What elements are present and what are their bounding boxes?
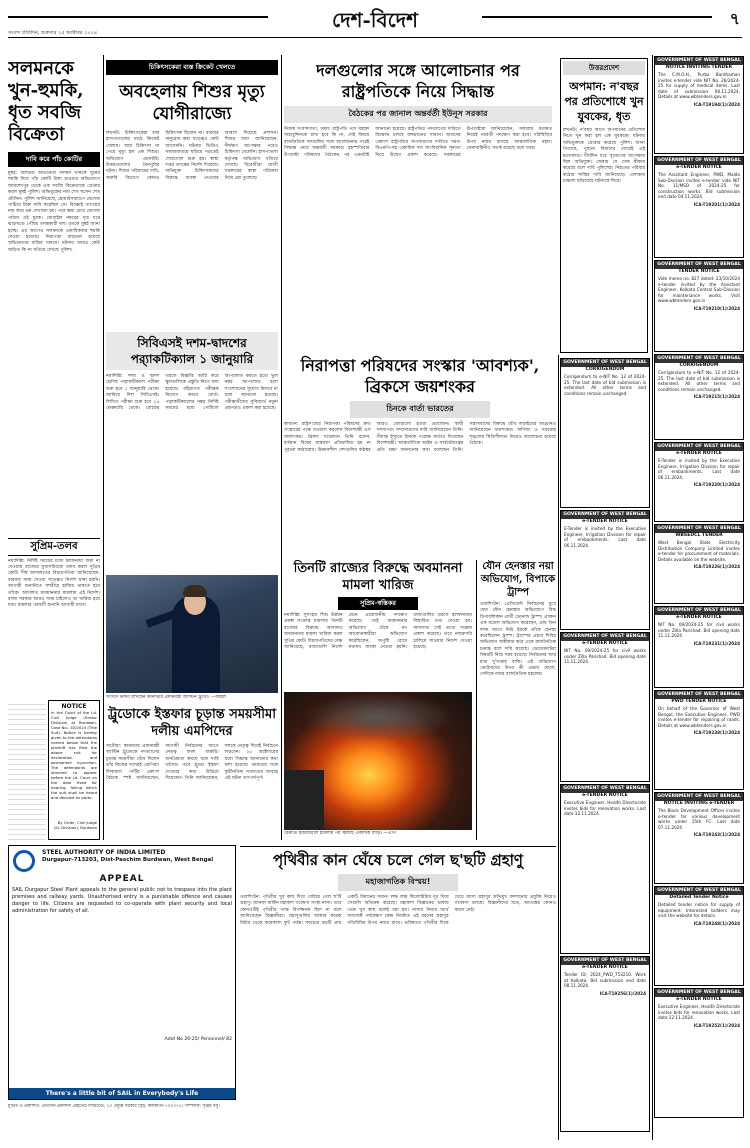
sail-ad	[8, 845, 236, 1100]
notice-5	[654, 442, 744, 522]
notice-11-body: Executive Engineer, Health Directorate invites bids for renovation works. Last date 12.11.2024.	[658, 1004, 740, 1021]
notice-4	[654, 354, 744, 440]
notice-mid-4-title: e-TENDER NOTICE	[582, 793, 628, 798]
asteroid-body: ওয়াশিংটন: পৃথিবীর খুব কাছ দিয়ে বেরিয়ে গেল ছ'টি গ্রহাণু। জানাল মার্কিন মহাকাশ গবেষণা সংস্থা নাসা। তবে কোনওটিই পৃথিবীর পক্ষে বিপজ্জনক ছিল না বলে জানিয়েছেন বিজ্ঞানীরা। গ্রহাণুগুলির আকার কয়েক মিটার থেকে কয়েকশো ফুট পর্যন্ত। সবচেয়ে বড়টি প্রায় একটি বিমানের সমান। লক্ষ লক্ষ কিলোমিটার দূর দিয়ে সেগুলি অতিক্রম করেছে। মহাকাশ বিজ্ঞানের ভাষায় একে খুব কাছ বলেই ধরা হয়। নাসার নিয়ার আর্থ অবজেক্ট পর্যবেক্ষণ কেন্দ্র নিয়মিত এই ধরনের গ্রহাণুর গতিবিধির উপর নজর রাখে। ভবিষ্যতে পৃথিবীর দিকে ধেয়ে আসা গ্রহাণুর অভিমুখ বদলানোর প্রযুক্তি নিয়েও গবেষণা চলছে। বিজ্ঞানীদের মতে, আতঙ্কের কোনও কারণ নেই।	[240, 895, 556, 926]
security-body: কাজান: রাষ্ট্রসংঘের নিরাপত্তা পরিষদের দ্রুত সংস্কারের পক্ষে সওয়াল করলেন বিদেশমন্ত্রী এস জয়শংকর। ব্রিকস সম্মেলনে তিনি বলেন, বর্তমান বিশ্বের বাস্তবতা প্রতিফলিত হয় না পুরনো কাঠামোয়। উন্নয়নশীল দেশগুলির কণ্ঠস্বর আরও জোরালো হওয়া প্রয়োজন। স্থায়ী সদস্যপদে সম্প্রসারণের দাবি জানিয়েছেন তিনি। সীমান্ত ইস্যুতে চিনকে পরোক্ষ বার্তাও দিয়েছেন বিদেশমন্ত্রী। আন্তর্জাতিক আইন ও সার্বভৌমত্বের প্রতি শ্রদ্ধা জানানোর কথা বলেছেন তিনি। সন্ত্রাসবাদের বিরুদ্ধে যৌথ লড়াইয়ের আহ্বানও জানিয়েছেন জয়শংকর। বাণিজ্য ও সরবরাহ শৃঙ্খলের স্থিতিশীলতা নিয়েও আলোচনা হয়েছে বৈঠকে।	[284, 422, 556, 453]
notice-mid-3-body: NIT No. 09/2024-25 for civil works under Zilla Parishad. Bid opening date 11.11.2024.	[564, 648, 646, 665]
masthead-title: দেশ-বিদেশ	[332, 8, 418, 32]
notice-mid-3-title: e-TENDER NOTICE	[582, 641, 628, 646]
notice-3-head: GOVERNMENT OF WEST BENGAL	[655, 261, 743, 269]
notice-1	[654, 56, 744, 154]
notice-11-title: e-TENDER NOTICE	[676, 997, 722, 1002]
notice-2-title: e-TENDER NOTICE	[676, 165, 722, 170]
page-number: ৭	[729, 9, 740, 28]
notice-1-body: The C.M.O.H., Purba Bardhaman invites e-tender vide NIT No. 26/2024-25 for supply of medical items. Last date of submission 08.11.2024. Details at www.wbtenders.gov.in	[658, 72, 740, 100]
notice-9-title: NOTICE INVITING e-TENDER	[663, 801, 735, 806]
notice-2-body: The Assistant Engineer, PWD, Malda Sub-Division invites e-tender vide NIT No. 11/MSD of 2024-25 for construction works. Bid submission end date 04.11.2024.	[658, 172, 740, 200]
cricket-story	[106, 60, 278, 330]
trudeau-hair	[183, 585, 207, 597]
notice-2-head: GOVERNMENT OF WEST BENGAL	[655, 157, 743, 165]
notice-7-title: e-TENDER NOTICE	[676, 615, 722, 620]
notice-7	[654, 606, 744, 688]
notice-2-ref: ICA-T19201(1)/2024	[693, 201, 740, 207]
notice-mid-1-title: CORRIGENDUM	[585, 367, 625, 372]
notice-8-head: GOVERNMENT OF WEST BENGAL	[655, 691, 743, 699]
court-notice	[48, 700, 100, 840]
salman-headline: সলমনকে খুন-হুমকি, ধৃত সবজি বিক্রেতা	[8, 58, 84, 145]
cbse-body: নয়াদিল্লি: দশম ও দ্বাদশ শ্রেণির প্র‍্যাকটিক্যাল পরীক্ষা শুরু হবে ১ জানুয়ারি থেকে। জানিয়ে দিল সিবিএসই। লিখিত পরীক্ষা শুরু হবে ১৫ ফেব্রুয়ারি থেকে। বোর্ডের তরফে বিজ্ঞপ্তি জারি করে স্কুলগুলিকে প্রস্তুতি নিতে বলা হয়েছে। বহিরাগত পরীক্ষক নিয়োগ করবে বোর্ড। প্র‍্যাকটিক্যালের নম্বর নির্দিষ্ট সময়ের মধ্যে পোর্টালে আপলোড করতে হবে। ভুল নম্বর আপলোড হলে সংশোধনের সুযোগ মিলবে না বলে জানানো হয়েছে। পরীক্ষার্থীদের সুবিধার্থে নমুনা প্রশ্নপত্রও প্রকাশ করা হয়েছে।	[106, 374, 278, 412]
notice-11-ref: ICA-T19252(1)/2024	[693, 1022, 740, 1028]
bangla-headline: দলগুলোর সঙ্গে আলোচনার পর রাষ্ট্রপতিকে নিয়ে সিদ্ধান্ত	[316, 61, 520, 101]
notice-mid-5-body: Tender ID: 2024_PWD_753210. Work at Kolkata. Bid submission end date 08.11.2024.	[564, 972, 646, 989]
notice-9	[654, 792, 744, 884]
masthead-divider	[8, 37, 742, 38]
notice-6-body: West Bengal State Electricity Distribution Company Limited invites e-tender for procurement of materials. Details available on the website.	[658, 540, 740, 562]
notice-10-body: Detailed tender notice for supply of equipment. Interested bidders may visit the website for details.	[658, 902, 740, 919]
up-tag: উত্তরপ্রদেশ	[563, 61, 645, 75]
notice-10-head: GOVERNMENT OF WEST BENGAL	[655, 887, 743, 895]
notice-mid-2-title: e-TENDER NOTICE	[582, 519, 628, 524]
trudeau-caption: সংসদে ভাষণ রাখছেন কানাডার প্রধানমন্ত্রী জাস্টিন ট্রুডো। —ফাইল	[106, 695, 227, 700]
supreme-story	[8, 538, 100, 698]
notice-mid-4	[560, 784, 650, 954]
notice-7-head: GOVERNMENT OF WEST BENGAL	[655, 607, 743, 615]
sail-adno: Advt No 26-25/ Personnel/ 82	[164, 1037, 232, 1042]
notice-11	[654, 988, 744, 1118]
notice-6-title: WBSEDCL TENDER	[675, 533, 723, 538]
up-body: লখনউ: ন'বছর আগে অপমানের প্রতিশোধ নিতে খুন করা হল এক যুবককে। ঘটনায় অভিযুক্তকে গ্রেপ্তার করেছে পুলিশ। জানা গিয়েছে, পুরনো বিবাদের জেরেই এই হত্যাকাণ্ড। দীর্ঘদিন ধরে সুযোগের অপেক্ষায় ছিল অভিযুক্ত। জেরায় সে দোষ স্বীকার করেছে বলে দাবি পুলিশের। নিহতের পরিবার কঠোর শাস্তির দাবি জানিয়েছে। এলাকায় চাঞ্চল্য ছড়িয়েছে ঘটনাকে ঘিরে।	[563, 128, 645, 185]
court-notice-body: In the Court of the Ld. Civil Judge (Senior Division) at Burdwan. Case No.: 45/2024 (Title Suit). Notice is hereby given to the defendants named below that the plaintiff has filed the above suit for declaration and permanent injunction. The defendants are directed to appear before the Ld. Court on the date fixed for hearing, failing which the suit shall be heard and decided ex parte.	[51, 710, 97, 800]
three-states-tag: সুপ্রিম-স্বস্তিকর	[338, 597, 418, 610]
notice-3	[654, 260, 744, 352]
notice-5-title: e-TENDER NOTICE	[676, 451, 722, 456]
bangla-subhead: বৈঠকের পর জানাল অন্তর্বর্তী ইউনূস সরকার	[284, 106, 552, 123]
salman-story	[8, 58, 100, 538]
notice-6-ref: ICA-T19226(1)/2024	[693, 564, 740, 570]
beirut-photo	[284, 692, 472, 830]
notice-4-head: GOVERNMENT OF WEST BENGAL	[655, 355, 743, 363]
court-notice-footer: By Order, Civil Judge (Sr. Division), Burdwan	[53, 820, 97, 830]
notice-7-ref: ICA-T19231(1)/2024	[693, 640, 740, 646]
cricket-body: লখনউ: চিকিৎসকেরা ব্যস্ত হাসপাতালের মাঠে ক্রিকেট খেলায়। আর চিকিৎসা না পেয়ে মৃত্যু হল এক শিশুর। অভিযোগ এমনটাই। উত্তরপ্রদেশের মৈনপুরির ঘটনা। শিশুর পরিবারের দাবি, জরুরি বিভাগে কোনও চিকিৎসক ছিলেন না। বারবার অনুরোধ করা সত্ত্বেও কেউ আসেননি। ঘটনার ভিডিও সমাজমাধ্যমে ছড়িয়ে পড়তেই শোরগোল শুরু হয়। স্বাস্থ্য দপ্তর তদন্তের নির্দেশ দিয়েছে। অভিযুক্ত চিকিৎসকদের বিরুদ্ধে ব্যবস্থা নেওয়ার আশ্বাস দিয়েছে প্রশাসন। শিশুর বাবা জানিয়েছেন, দীর্ঘক্ষণ অপেক্ষার পরেও চিকিৎসা মেলেনি। হাসপাতাল কর্তৃপক্ষ অভিযোগ খতিয়ে দেখছে। বিরোধীরা যোগী সরকারের স্বাস্থ্য পরিষেবা নিয়ে প্রশ্ন তুলেছে।	[106, 131, 278, 181]
notice-6-head: GOVERNMENT OF WEST BENGAL	[655, 525, 743, 533]
sail-unit: Durgapur-713203, Dist-Paschim Burdwan, West Bengal	[42, 857, 214, 863]
notice-10-ref: ICA-T19248(1)/2024	[693, 920, 740, 926]
notice-8-body: On behalf of the Governor of West Bengal, the Executive Engineer, PWD invites e-tender for repairing of roads. Details at www.wbtenders.gov.in	[658, 706, 740, 728]
notice-10-title: Detailed Tender Notice	[669, 895, 729, 900]
notice-mid-4-body: Executive Engineer, Health Directorate invites bids for renovation works. Last date 12.11.2024.	[564, 800, 646, 817]
cricket-kicker: চিকিৎসকেরা ব্যস্ত ক্রিকেট খেলতে	[106, 60, 278, 75]
security-subhead: চিনকে বার্তা ভারতের	[350, 401, 490, 418]
notice-4-title: CORRIGENDUM	[679, 363, 719, 368]
notice-4-body: Corrigendum to e-NIT No. 12 of 2024-25. The last date of bid submission is extended. All other terms and conditions remain unchanged.	[658, 370, 740, 392]
supreme-body: নয়াদিল্লি: নির্দিষ্ট সময়ের মধ্যে হলফনামা জমা না দেওয়ায় রাজ্যের মুখ্যসচিবকে তলব করল সুপ্রিম কোর্ট। শীর্ষ আদালতের বিচারপতিরা জানিয়েছেন, বারবার সময় দেওয়া সত্ত্বেও নির্দেশ মানা হয়নি। আগামী শুনানিতে সশরীরে হাজির থাকতে হবে তাঁকে। আদালত অবমাননার মামলায় এই নির্দেশ। রাজ্য সরকার আরও সময় চাইলেও তা খারিজ হয়ে যায়। মামলার পরবর্তী শুনানি আগামী মাসে।	[8, 558, 100, 609]
asteroid-subhead: মহাজাগতিক বিস্ময়!	[338, 874, 458, 891]
three-states-headline: তিনটি রাজ্যের বিরুদ্ধে অবমাননা মামলা খারিজ	[293, 561, 463, 593]
asteroid-headline: পৃথিবীর কান ঘেঁষে চলে গেল ছ'ছটি গ্রহাণু	[272, 851, 524, 869]
notice-1-title: NOTICE INVITING TENDER	[665, 65, 733, 70]
notice-mid-2-body: E-Tender is invited by the Executive Engineer, Irrigation Division for repair of embankments. Last date 06.11.2024.	[564, 526, 646, 548]
notice-10	[654, 886, 744, 986]
beirut-building	[284, 770, 324, 830]
notice-9-ref: ICA-T19243(1)/2024	[693, 832, 740, 838]
vertical-rule-3	[652, 55, 653, 1140]
notice-7-body: NIT No. 09/2024-25 for civil works under Zilla Parishad. Bid opening date 11.11.2024.	[658, 622, 740, 639]
trump-body: ওয়াশিংটন: প্রেসিডেন্ট নির্বাচনের মুখে ফের যৌন হেনস্তার অভিযোগে বিদ্ধ রিপাবলিকান প্রার্থী ডোনাল্ড ট্রাম্প। প্রাক্তন এক মডেল অভিযোগ করেছেন, প্রায় তিন দশক আগে নিউ ইয়র্কে তাঁকে হেনস্তা করেছিলেন ট্রাম্প। ট্রাম্পের প্রচার শিবির অভিযোগ অস্বীকার করে একে রাজনৈতিক চক্রান্ত বলে দাবি করেছে। ডেমোক্র্যাটরা বিষয়টি নিয়ে সরব হয়েছে। নির্বাচনের আর মাত্র দু'সপ্তাহ বাকি। এই অভিযোগ ভোটারদের উপর কী প্রভাব ফেলে, সেদিকে নজর রাজনৈতিক মহলের।	[480, 602, 556, 678]
trump-story	[476, 560, 556, 840]
notices-column-mid	[560, 358, 650, 1138]
bottom-story-rule	[240, 846, 556, 847]
trudeau-photo	[106, 575, 278, 693]
notice-mid-3-head: GOVERNMENT OF WEST BENGAL	[561, 633, 649, 641]
notice-4-ref: ICA-T19215(1)/2024	[693, 394, 740, 400]
notice-3-ref: ICA-T19210(1)/2024	[693, 305, 740, 311]
up-story	[560, 58, 648, 353]
notices-column	[654, 56, 744, 1144]
notice-5-head: GOVERNMENT OF WEST BENGAL	[655, 443, 743, 451]
notice-mid-2-head: GOVERNMENT OF WEST BENGAL	[561, 511, 649, 519]
notice-5-body: E-Tender is invited by the Executive Engineer, Irrigation Division for repair of embankments. Last date 06.11.2024.	[658, 458, 740, 480]
notice-3-title: TENDER NOTICE	[678, 269, 720, 274]
notice-mid-4-head: GOVERNMENT OF WEST BENGAL	[561, 785, 649, 793]
cricket-headline: অবহেলায় শিশুর মৃত্যু যোগীরাজ্যে	[119, 82, 265, 124]
vertical-rule-1	[103, 55, 104, 840]
notice-1-ref: ICA-T19194(1)/2024	[693, 101, 740, 107]
security-headline: নিরাপত্তা পরিষদের সংস্কার 'আবশ্যক', ব্রিকসে জয়শংকর	[300, 356, 540, 396]
sail-appeal-label: APPEAL	[99, 874, 145, 884]
beirut-caption: বৈরুতে ইজরায়েলি হামলার পর জ্বলছে একাধিক বাড়ি। —এপি	[284, 831, 396, 836]
notice-5-ref: ICA-T19220(1)/2024	[693, 482, 740, 488]
masthead-right-rule	[482, 16, 712, 18]
supreme-headline: সুপ্রিম-তলব	[8, 538, 100, 556]
notice-11-head: GOVERNMENT OF WEST BENGAL	[655, 989, 743, 997]
notice-mid-5	[560, 956, 650, 1132]
notice-mid-1-head: GOVERNMENT OF WEST BENGAL	[561, 359, 649, 367]
vertical-rule-4	[558, 355, 559, 1140]
notice-8	[654, 690, 744, 790]
bangla-body: নিজস্ব সংবাদদাতা, ঢাকা: রাষ্ট্রপতি পদে মহম্মদ সাহাবুদ্দিনকে রাখা হবে কি না, সেই বিষয়ে রাজনৈতিক দলগুলির সঙ্গে আলোচনার পরেই সিদ্ধান্ত নেবে অন্তর্বর্তী সরকার। বৃহস্পতিবার উপদেষ্টা পরিষদের বৈঠকের পর এমনটাই জানানো হয়েছে। রাষ্ট্রপতির পদত্যাগের দাবিতে বিক্ষোভ চলছে বঙ্গভবনের সামনে। ছাত্রদের একাংশ রাষ্ট্রপতির অপসারণের দাবিতে সরব। বিএনপি-সহ একাধিক দল সাংবিধানিক শূন্যতা নিয়ে উদ্বেগ প্রকাশ করেছে। সরকারের উপদেষ্টারা জানিয়েছেন, সকলের মতামত নিয়েই পরবর্তী পদক্ষেপ করা হবে। পরিস্থিতির উপর নজর রাখছে আন্তর্জাতিক মহল। সেনাবাহিনীও সতর্ক রয়েছে বলে খবর।	[284, 127, 552, 158]
beirut-smoke	[304, 692, 454, 742]
notice-1-head: GOVERNMENT OF WEST BENGAL	[655, 57, 743, 65]
trudeau-headline: ট্রুডোকে ইস্তফার চূড়ান্ত সময়সীমা দলীয় এমপিদের	[107, 707, 276, 739]
notice-mid-3	[560, 632, 650, 782]
notice-mid-5-ref: ICA-T19256(1)/2024	[599, 990, 646, 996]
date-line: সংবাদ প্রতিদিন, শুক্রবার ২৫ অক্টোবর ২০২৪	[8, 30, 98, 36]
notice-mid-1-body: Corrigendum to e-NIT No. 12 of 2024-25. The last date of bid submission is extended. All other terms and conditions remain unchanged.	[564, 374, 646, 396]
supreme-body-continued	[8, 700, 46, 840]
masthead-left-rule	[8, 16, 268, 18]
notice-mid-5-head: GOVERNMENT OF WEST BENGAL	[561, 957, 649, 965]
notice-8-ref: ICA-T19238(1)/2024	[693, 730, 740, 736]
court-notice-title: NOTICE	[61, 703, 87, 710]
sail-body: SAIL Durgapur Steel Plant appeals to the general public not to trespass into the plant premises and railway yards. Unauthorised entry is a punishable offence and causes danger to life. Citizens are requested to co-operate with plant security and local administration for safety of all.	[12, 887, 232, 914]
sail-org: STEEL AUTHORITY OF INDIA LIMITED	[42, 849, 166, 856]
notice-mid-5-title: e-TENDER NOTICE	[582, 965, 628, 970]
asteroid-story	[240, 850, 556, 1140]
trudeau-story	[106, 706, 278, 841]
cbse-headline: সিবিএসই দশম-দ্বাদশের প্র‍্যাকটিক্যাল ১ জানুয়ারি	[106, 332, 278, 370]
notice-mid-2	[560, 510, 650, 630]
salman-subhead: দাবি করে পাঁচ কোটির	[8, 152, 100, 167]
three-states-body: নয়াদিল্লি: সুসংহত শিশু উন্নয়ন প্রকল্প সংক্রান্ত মামলায় তিনটি রাজ্যের বিরুদ্ধে আদালত অবমাননার মামলা খারিজ করল সুপ্রিম কোর্ট। বিচারপতিদের বেঞ্চ জানিয়েছে, রাজ্যগুলি নির্দেশ মেনে প্রয়োজনীয় পদক্ষেপ করেছে। তাই অবমাননার অভিযোগ টেকে না। আবেদনকারীরা অভিযোগ করেছিলেন, অপুষ্টি রোধে যথাযথ ব্যবস্থা নেওয়া হয়নি। রাজ্যগুলির তরফে হলফনামায় বিস্তারিত তথ্য দেওয়া হয়। আদালত সেই তথ্যে সন্তোষ প্রকাশ করেছে। তবে নজরদারি চালিয়ে যাওয়ার নির্দেশ দেওয়া হয়েছে।	[284, 613, 472, 651]
notice-9-body: The Block Development Officer invites e-tender for various development works under 15th FC. Last date 07.11.2024.	[658, 808, 740, 830]
notice-8-title: PWD TENDER NOTICE	[671, 699, 727, 704]
vertical-rule-2	[281, 55, 282, 840]
sail-logo-icon	[13, 850, 35, 872]
up-headline: অপমান: ন'বছর পর প্রতিশোধে খুন যুবকের, ধৃত	[564, 80, 644, 123]
printer-line: মুদ্রিত ও প্রকাশিত: প্রতিদিন প্রকাশনী প্রাইভেট লিমিটেড, ২০ প্রফুল্ল সরকার স্ট্রিট, কলকাতা-৭০০০৭২। সম্পাদক: সৃঞ্জয় বসু।	[8, 1104, 220, 1109]
notice-9-head: GOVERNMENT OF WEST BENGAL	[655, 793, 743, 801]
sail-tagline: There's a little bit of SAIL in Everybody's Life	[9, 1088, 235, 1099]
cbse-story	[106, 332, 278, 572]
notice-2	[654, 156, 744, 258]
bangla-story	[284, 60, 552, 330]
notice-6	[654, 524, 744, 604]
security-story	[284, 355, 556, 555]
trudeau-body: অটোয়া: কানাডার প্রধানমন্ত্রী জাস্টিন ট্রুডোকে পদত্যাগের চূড়ান্ত সময়সীমা বেঁধে দিলেন তাঁর নিজের দলেরই এমপিরা। লিবারাল পার্টির একাংশ বৈঠকে স্পষ্ট জানিয়েছেন, আগামী নির্বাচনের আগে নেতৃত্ব বদল জরুরি। জনপ্রিয়তা কমছে বলে দাবি তাঁদের। তবে ট্রুডো ইস্তফা দেওয়ার কথা উড়িয়ে দিয়েছেন। তিনি জানিয়েছেন, দলকে নেতৃত্ব দিয়েই নির্বাচনে লড়বেন। ২৮ অক্টোবরের মধ্যে সিদ্ধান্ত জানানোর কথা বলা হয়েছে। ভারতের সঙ্গে কূটনৈতিক সংঘাতের আবহে এই ঘটনা তাৎপর্যপূর্ণ।	[106, 744, 278, 782]
trump-headline: যৌন হেনস্তার নয়া অভিযোগ, বিপাকে ট্রাম্প	[480, 561, 556, 598]
three-states-story	[284, 560, 472, 690]
notice-3-body: Vide memo no. 827 dated: 23/10/2024 e-tender invited by the Assistant Engineer, Kolkata Central Sub-Division for maintenance works. Visit www.wbtenders.gov.in	[658, 276, 740, 304]
salman-body: মুম্বই: বলিউড অভিনেতা সলমন খানকে খুনের হুমকি দিয়ে পাঁচ কোটি টাকা চাওয়ার অভিযোগে জামশেদপুর থেকে এক সবজি বিক্রেতাকে গ্রেপ্তার করল মুম্বই পুলিশ। অভিযুক্তের নাম শেখ হুসেন শেখ মৌসিন। পুলিশ জানিয়েছে, হোয়াটসঅ্যাপে মেসেজ পাঠিয়ে টাকা দাবি করেছিল সে। বিষ্ণোই গ্যাংয়ের নাম করে ভয় দেখানো হয়। পরে ক্ষমা চেয়ে মেসেজ পাঠায় ওই যুবক। মোবাইল নম্বরের সূত্র ধরে ঝাড়খণ্ডে পৌঁছয় তদন্তকারী দল। ধৃতকে মুম্বই আনা হচ্ছে। এর আগেও সলমনকে একাধিকবার হুমকি দেওয়া হয়েছে। নিরাপত্তা বাড়ানো হয়েছে অভিনেতার বাড়ির সামনে। ঘটনায় আরও কেউ জড়িত কি না খতিয়ে দেখছে পুলিশ।	[8, 171, 100, 253]
notice-mid-1	[560, 358, 650, 508]
